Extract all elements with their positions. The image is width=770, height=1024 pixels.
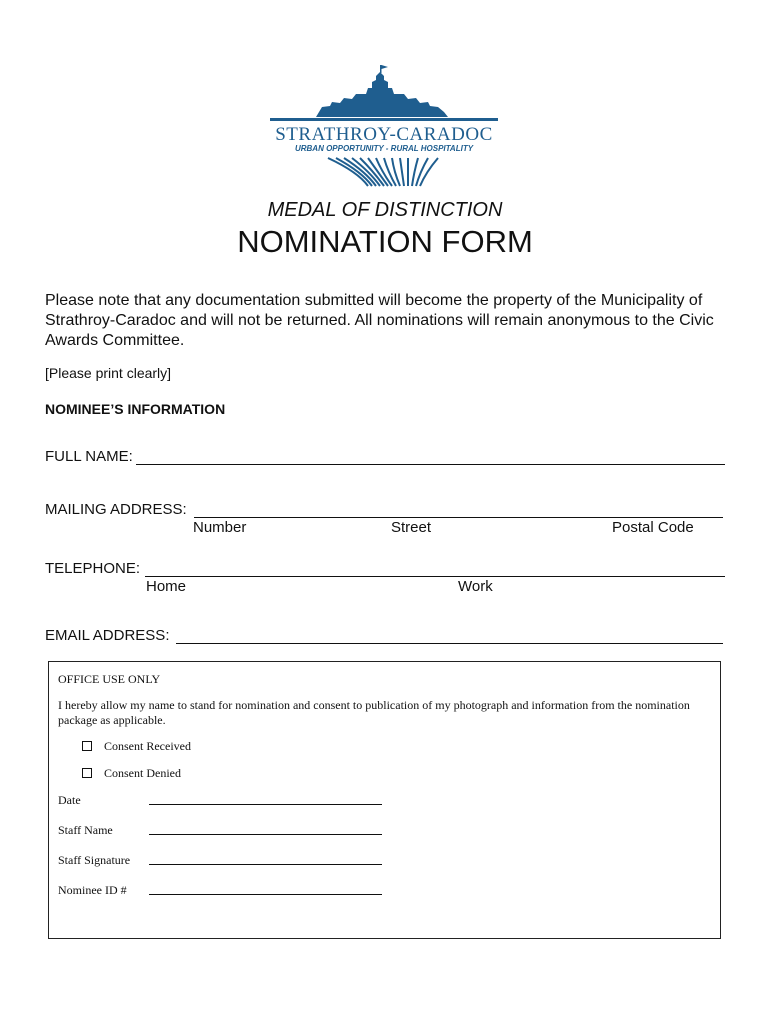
telephone-home-label: Home [146, 578, 187, 595]
date-label: Date [58, 793, 81, 807]
full-name-field[interactable] [136, 464, 725, 465]
consent-received-checkbox[interactable] [82, 741, 92, 751]
address-street-label: Street [391, 519, 432, 536]
strathroy-caradoc-logo [268, 62, 500, 188]
svg-text:URBAN OPPORTUNITY - RURAL HOSP: URBAN OPPORTUNITY - RURAL HOSPITALITY [294, 144, 474, 153]
address-number-label: Number [193, 519, 247, 536]
telephone-label: TELEPHONE: [45, 560, 141, 577]
address-postal-label: Postal Code [612, 519, 694, 536]
office-use-heading: OFFICE USE ONLY [58, 672, 161, 686]
email-address-field[interactable] [176, 643, 723, 644]
mailing-address-field[interactable] [194, 517, 723, 518]
print-note: [Please print clearly] [45, 365, 172, 381]
nominee-id-field[interactable] [149, 894, 382, 895]
nominee-heading: NOMINEE’S INFORMATION [45, 401, 226, 417]
staff-signature-field[interactable] [149, 864, 382, 865]
mailing-address-label: MAILING ADDRESS: [45, 501, 187, 518]
form-subtitle: MEDAL OF DISTINCTION [267, 199, 503, 221]
form-title: NOMINATION FORM [237, 224, 533, 259]
consent-text: I hereby allow my name to stand for nomination and consent to publication of my photograph and information from the nomination package as applicable. [58, 698, 690, 727]
date-field[interactable] [149, 804, 382, 805]
telephone-work-label: Work [458, 578, 493, 595]
staff-name-label: Staff Name [58, 823, 113, 837]
svg-text:STRATHROY-CARADOC: STRATHROY-CARADOC [275, 124, 493, 145]
staff-signature-label: Staff Signature [58, 853, 131, 867]
intro-note: Please note that any documentation submitted will become the property of the Municipality of Strathroy-Caradoc and will not be returned. All nominations will remain anonymous to the Civic Awards Committee. [45, 292, 714, 349]
full-name-label: FULL NAME: [45, 448, 133, 465]
staff-name-field[interactable] [149, 834, 382, 835]
consent-denied-label: Consent Denied [104, 766, 181, 780]
telephone-field[interactable] [145, 576, 725, 577]
nominee-id-label: Nominee ID # [58, 883, 127, 897]
office-use-box [48, 661, 721, 939]
consent-received-label: Consent Received [104, 739, 191, 753]
consent-denied-checkbox[interactable] [82, 768, 92, 778]
email-address-label: EMAIL ADDRESS: [45, 627, 170, 644]
